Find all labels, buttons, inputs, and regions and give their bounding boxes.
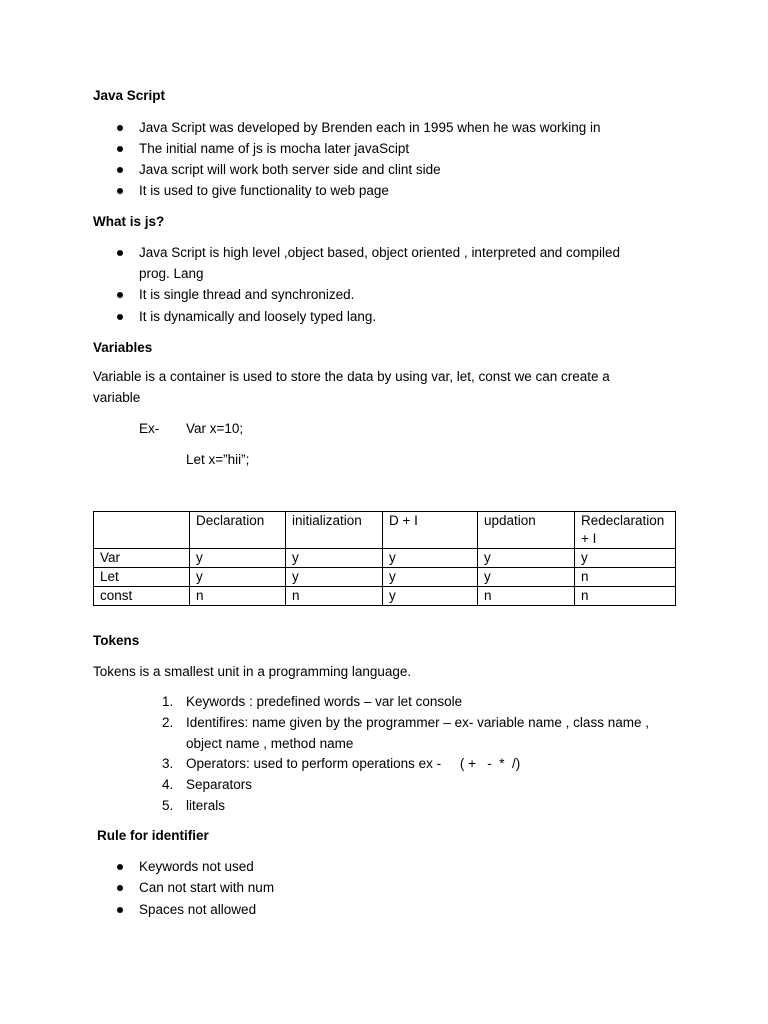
list-item: Keywords not used [139, 859, 254, 874]
table-row [94, 568, 676, 587]
code-line: Let x=”hii”; [186, 452, 250, 467]
list-item: It is dynamically and loosely typed lang. [139, 309, 377, 324]
table-cell: y [478, 568, 575, 587]
list-number: 5. [162, 798, 174, 813]
list-number: 4. [162, 777, 174, 792]
paragraph: Tokens is a smallest unit in a programming language. [93, 664, 412, 679]
table-cell: y [190, 549, 286, 568]
table-cell: y [383, 568, 478, 587]
paragraph: variable [93, 390, 141, 405]
list-item: Identifires: name given by the programmer – ex- variable name , class name , [186, 715, 649, 730]
table-cell: n [575, 568, 676, 587]
table-header-cell [575, 512, 676, 549]
bullet-icon [117, 188, 123, 194]
bullet-icon [117, 146, 123, 152]
header-text: Redeclaration [581, 513, 665, 528]
table-cell: y [190, 568, 286, 587]
list-item: Separators [186, 777, 253, 792]
table-cell: const [94, 587, 190, 606]
list-item: literals [186, 798, 226, 813]
table-cell: n [478, 587, 575, 606]
list-number: 2. [162, 715, 174, 730]
list-item: Keywords : predefined words – var let console [186, 694, 463, 709]
list-item: Java Script is high level ,object based, object oriented , interpreted and compiled [139, 245, 621, 260]
table-cell: n [190, 587, 286, 606]
list-item: Spaces not allowed [139, 902, 257, 917]
heading-rule-for-identifier: Rule for identifier [97, 828, 209, 843]
bullet-icon [117, 885, 123, 891]
bullet-icon [117, 292, 123, 298]
header-text-line2: + I [581, 531, 597, 546]
bullet-icon [117, 864, 123, 870]
table-cell: y [575, 549, 676, 568]
list-number: 3. [162, 756, 174, 771]
bullet-icon [117, 907, 123, 913]
list-item: Java script will work both server side and clint side [139, 162, 441, 177]
bullet-icon [117, 250, 123, 256]
list-item: Java Script was developed by Brenden each in 1995 when he was working in [139, 120, 601, 135]
table-cell: y [383, 587, 478, 606]
list-item-continuation: prog. Lang [139, 266, 204, 281]
list-item: It is single thread and synchronized. [139, 287, 355, 302]
heading-java-script: Java Script [93, 88, 166, 103]
table-cell: y [286, 549, 383, 568]
table-cell: y [383, 549, 478, 568]
table-header-row [94, 512, 676, 549]
list-item: The initial name of js is mocha later javaScipt [139, 141, 410, 156]
heading-variables: Variables [93, 340, 153, 355]
table-header-cell: initialization [286, 512, 383, 549]
bullet-icon [117, 167, 123, 173]
table-header-cell: Declaration [190, 512, 286, 549]
table-cell: Var [94, 549, 190, 568]
list-item-continuation: object name , method name [186, 736, 354, 751]
table-row [94, 549, 676, 568]
table-row [94, 587, 676, 606]
table-header-cell: D + I [383, 512, 478, 549]
table-header-cell [94, 512, 190, 549]
table-cell: Let [94, 568, 190, 587]
bullet-icon [117, 314, 123, 320]
table-cell: n [286, 587, 383, 606]
list-number: 1. [162, 694, 174, 709]
table-cell: y [286, 568, 383, 587]
table-cell: y [478, 549, 575, 568]
example-label: Ex- [139, 421, 160, 436]
heading-tokens: Tokens [93, 633, 140, 648]
list-item: Operators: used to perform operations ex - ( + - * /) [186, 756, 521, 771]
table-cell: n [575, 587, 676, 606]
list-item: Can not start with num [139, 880, 275, 895]
heading-what-is-js: What is js? [93, 214, 165, 229]
list-item: It is used to give functionality to web page [139, 183, 389, 198]
variables-table [93, 511, 676, 606]
table-header-cell: updation [478, 512, 575, 549]
bullet-icon [117, 125, 123, 131]
code-line: Var x=10; [186, 421, 244, 436]
paragraph: Variable is a container is used to store the data by using var, let, const we can create a [93, 369, 610, 384]
